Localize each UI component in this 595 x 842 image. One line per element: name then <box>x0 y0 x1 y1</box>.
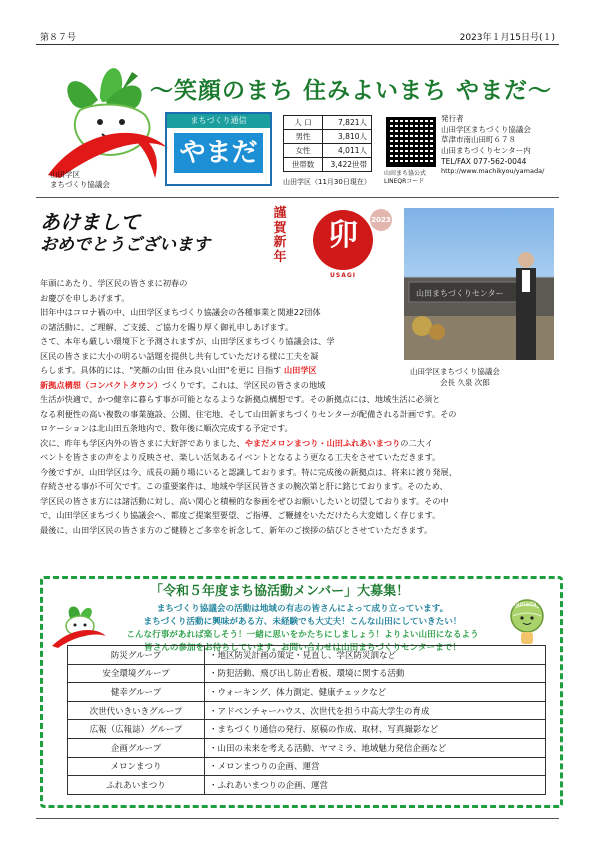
population-row: 女性 4,011人 <box>284 144 372 158</box>
qr-caption: 山田まち協公式 LINEQRコード <box>384 170 427 185</box>
svg-text:Yamada: Yamada <box>513 601 537 608</box>
population-row: 男性 3,810人 <box>284 130 372 144</box>
publisher-url[interactable]: http://www.machikyou/yamada/ <box>441 167 545 176</box>
population-row: 人 口 7,821人 <box>284 116 372 130</box>
population-table <box>283 115 372 172</box>
line-qr-code[interactable] <box>386 117 436 167</box>
group-row: 健幸グループ ・ウォーキング、体力測定、健康チェックなど <box>68 683 546 702</box>
population-note: 山田学区（11月30日現在） <box>283 178 371 186</box>
publisher-label: 発行者 <box>441 114 464 123</box>
newsletter-nameplate <box>165 112 272 186</box>
kinga-shinnen: 謹 賀 新 年 <box>273 206 287 265</box>
population-row: 世帯数 3,422世帯 <box>284 158 372 172</box>
logo-caption: 山田学区 まちづくり協議会 <box>50 170 110 189</box>
center-sign: 山田まちづくりセンター <box>416 289 504 298</box>
group-row: 次世代いきいきグループ ・アドベンチャーハウス、次世代を担う中高大学生の育成 <box>68 701 546 720</box>
group-row: ふれあいまつり ・ふれあいまつりの企画、運営 <box>68 776 546 795</box>
group-row: 防災グループ ・地区防災計画の策定・見直し、学区防災訓など <box>68 646 546 665</box>
publisher-address: 草津市南山田町６７８ <box>441 135 516 145</box>
group-row: 広報（広報誌）グループ ・まちづくり通信の発行、原稿の作成、取材、写真撮影など <box>68 720 546 739</box>
publisher-center: 山田まちづくりセンター内 <box>441 145 531 155</box>
recruitment-message: まちづくり協議会の活動は地域の有志の皆さんによって成り立っています。 まちづくり活動に興味がある方、未経験でも大丈夫！こんな山田にしていきたい！ こんな行事があれば楽しそう！一緒に思いをかたちにしましょう！よりよい山田になるよう 皆さんの参加をお待ちしています。お問い合わせは山田まちづくりセンターまで！ <box>126 604 479 653</box>
melon-mascot-icon <box>503 596 551 648</box>
footer-divider <box>36 818 559 819</box>
body-paragraph: 年頭にあたり、学区民の皆さまに初春の お慶びを申しあげます。 旧年中はコロナ禍の中、山田学区まちづくり協議会の各種事業と関連22団体 の諸活動に、ご理解、ご支援、ご協力を賜り厚く御礼申しあげます。 さて、本年も厳しい環境下と予測されますが、山田学区まちづくり協議会は、学 区民の皆さまに大小の明るい話題を提供し共有していただける様に工夫を凝 らします。具体的には、"笑顔の山田 住み良い山田"を更に 目指す 山田学区 新拠点構想（コンパクトタウン）づくりです。これは、学区民の皆さまの地域 生活が快適で、かつ健幸に暮らす事が可能となるような新拠点構想です。その新拠点には、地域生活に必須と なる利便性の高い複数の事業施設、公園、住宅地、そして山田新まちづくりセンターが配備される計画です。その ロケーションは北山田五条地内で、数年後に順次完成する予定です。 次に、昨年も学区内外の皆さまに大好評でありました、やまだメロンまつり・山田ふれあいまつりの二大イ ベントを皆さまの声をより反映させ、楽しい活気あるイベントとなるよう更なる工夫をさせていただきます。 今後ですが、山田学区は今、成長の踊り場にいると認識しております。特に完成後の新拠点は、将来に渡り発展、 存続させる事が不可欠です。この重要案件は、地域や学区民皆さまの腕次第と肝に銘じております。そのため、 学区民の皆さま方には諸活動に対し、高い関心と積極的な参画をぜひお願いしたいと切望しております。その中 で、山田学区まちづくり協議会へ、都度ご提案型要望、ご指導、ご鞭撻をいただけたら大変嬉しく存じます。 最後に、山田学区民の皆さま方のご健勝とご多幸を祈念して、新年のご挨拶の結びとさせていただきます。 <box>40 278 457 535</box>
issue-date: 2023年１月15日号(１) <box>459 33 555 43</box>
new-year-greeting: あけまして おめでとうございます <box>40 210 210 255</box>
group-row: 企画グループ ・山田の未来を考える活動、ヤマミラ、地域魅力発信企画など <box>68 738 546 757</box>
group-row: メロンまつり ・メロンまつりの企画、運営 <box>68 757 546 776</box>
newsletter-label: まちづくり通信 <box>167 114 270 128</box>
page-title: ～笑顔のまち 住みよいまち やまだ～ <box>150 78 553 104</box>
issue-number: 第８７号 <box>40 33 77 43</box>
year-badge: 2023 <box>370 209 392 231</box>
group-row: 安全環境グループ ・防犯活動、飛び出し防止看板、環境に関する活動 <box>68 664 546 683</box>
usagi-label: USAGI <box>330 272 356 279</box>
publisher-info <box>441 114 544 176</box>
header-divider <box>36 44 559 45</box>
section-divider <box>36 197 559 198</box>
newsletter-name: やまだ <box>173 132 264 174</box>
usagi-seal: 卯 <box>313 210 373 270</box>
publisher-name: 山田学区まちづくり協議会 <box>441 124 531 134</box>
photo-caption: 山田学区まちづくり協議会 会長 久泉 次郎 <box>410 367 500 388</box>
recruitment-title: 「令和５年度まち協活動メンバー」大募集！ <box>150 584 410 599</box>
radish-mascot-small-icon <box>50 600 108 648</box>
group-table <box>67 645 546 795</box>
publisher-tel: TEL/FAX 077-562-0044 <box>441 156 527 166</box>
